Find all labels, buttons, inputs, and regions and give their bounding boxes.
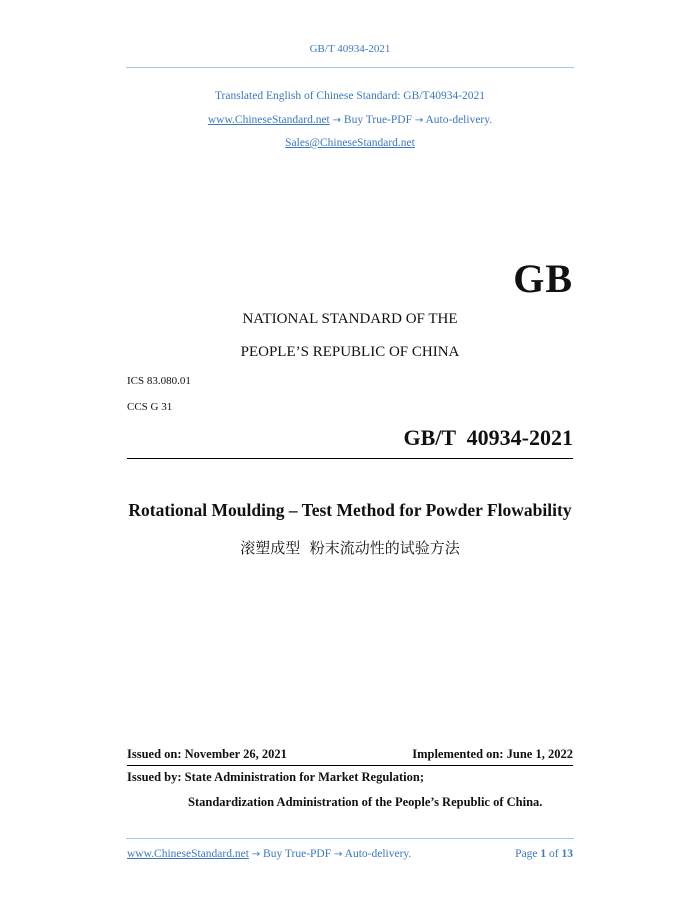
page-label: Page xyxy=(515,848,538,860)
footer-buy-true-pdf-text: Buy True-PDF xyxy=(263,848,332,860)
arrow-right-icon: → xyxy=(334,849,343,860)
of-label: of xyxy=(549,848,559,860)
issue-divider xyxy=(127,765,573,766)
running-header: GB/T 40934-2021 xyxy=(309,43,391,55)
arrow-right-icon: → xyxy=(332,115,342,126)
footer-auto-delivery-text: Auto-delivery. xyxy=(344,848,412,860)
national-standard-line-1: NATIONAL STANDARD OF THE xyxy=(242,311,458,327)
page-indicator xyxy=(515,848,573,860)
issued-by-second-line: Standardization Administration of the People’s Republic of China. xyxy=(188,795,543,809)
page-current: 1 xyxy=(540,848,547,860)
code-divider xyxy=(127,458,573,459)
standard-code: GB/T 40934-2021 xyxy=(403,425,573,450)
promo-link-line xyxy=(0,114,700,126)
footer-site-link[interactable]: www.ChineseStandard.net xyxy=(127,848,249,860)
site-link[interactable]: www.ChineseStandard.net xyxy=(207,114,330,126)
english-title: Rotational Moulding – Test Method for Powder Flowability xyxy=(128,500,572,520)
arrow-right-icon: → xyxy=(251,849,261,860)
issued-on: Issued on: November 26, 2021 xyxy=(127,747,287,761)
issued-by: Issued by: State Administration for Market Regulation; xyxy=(127,770,424,784)
ics-code: ICS 83.080.01 xyxy=(127,375,191,387)
buy-true-pdf-text: Buy True-PDF xyxy=(343,114,412,126)
arrow-right-icon: → xyxy=(414,115,424,126)
email-line xyxy=(0,137,700,149)
page-total: 13 xyxy=(561,848,573,860)
implemented-on: Implemented on: June 1, 2022 xyxy=(412,747,573,761)
footer-link-line xyxy=(127,848,411,860)
footer-divider xyxy=(126,838,574,839)
header-divider xyxy=(126,67,574,68)
chinese-title: 滚塑成型 粉末流动性的试验方法 xyxy=(240,539,460,557)
email-link[interactable]: Sales@ChineseStandard.net xyxy=(285,137,415,149)
auto-delivery-text: Auto-delivery. xyxy=(425,114,493,126)
translation-note: Translated English of Chinese Standard: GB/T40934-2021 xyxy=(214,90,486,102)
national-standard-line-2: PEOPLE’S REPUBLIC OF CHINA xyxy=(240,344,460,360)
ccs-code: CCS G 31 xyxy=(127,401,173,413)
gb-mark: GB xyxy=(513,256,573,301)
